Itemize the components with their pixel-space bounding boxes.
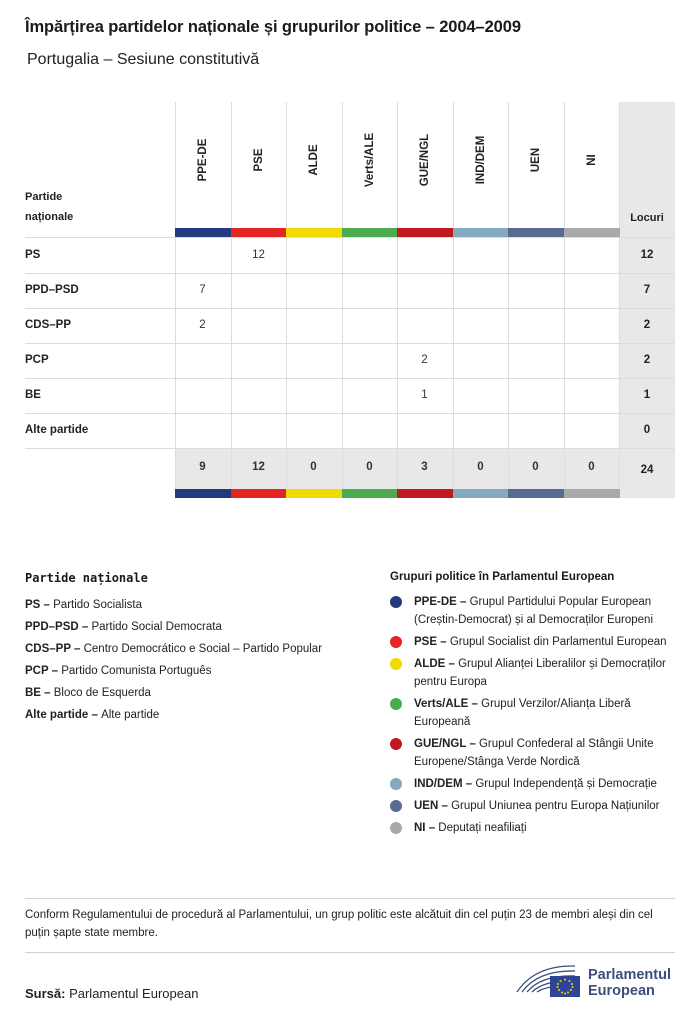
group-legend-item <box>390 819 680 837</box>
group-header-label: ALDE <box>307 144 320 176</box>
row-divider <box>25 378 675 379</box>
group-legend-name: Grupul Confederal al Stângii Unite Europene/Stânga Verde Nordică <box>414 738 654 768</box>
seats-header: Locuri <box>630 212 664 224</box>
party-legend-abbr: PPD–PSD – <box>25 621 92 633</box>
party-row-label: PCP <box>25 354 49 366</box>
party-legend-item <box>25 704 375 726</box>
group-color-bar-top <box>231 228 287 237</box>
group-color-bar-bottom <box>397 489 453 498</box>
group-color-dot-icon <box>390 738 402 750</box>
seat-value-cell: 2 <box>199 319 206 331</box>
group-header-ni <box>564 102 619 224</box>
group-header-label: GUE/NGL <box>418 133 431 187</box>
group-color-dot-icon <box>390 800 402 812</box>
group-color-bar-top <box>397 228 453 237</box>
group-legend-name: Deputați neafiliați <box>438 822 527 834</box>
party-legend-item <box>25 660 375 682</box>
group-legend-name: Grupul Verzilor/Alianța Liberă Europeană <box>414 698 631 728</box>
row-divider <box>25 308 675 309</box>
group-color-bar-top <box>453 228 509 237</box>
page-subtitle: Portugalia – Sesiune constitutivă <box>27 51 260 68</box>
group-total-cell: 0 <box>588 461 595 473</box>
party-row-label: Alte partide <box>25 424 89 436</box>
group-legend-abbr: ALDE – <box>414 658 459 670</box>
party-seat-total: 2 <box>643 354 651 366</box>
group-color-bar-bottom <box>564 489 620 498</box>
group-color-dot-icon <box>390 698 402 710</box>
group-header-label: PPE-DE <box>196 138 209 182</box>
group-total-cell: 0 <box>310 461 317 473</box>
column-divider <box>619 102 620 498</box>
group-color-bar-bottom <box>508 489 564 498</box>
group-legend-abbr: NI – <box>414 822 439 834</box>
party-seat-total: 0 <box>643 424 651 436</box>
group-legend-name: Grupul Alianței Liberalilor și Democraților pentru Europa <box>414 658 666 688</box>
party-row-label: PS <box>25 249 41 261</box>
rules-note: Conform Regulamentului de procedură al Parlamentului, un grup politic este alcătuit din cel puțin 23 de membri aleși din cel puțin șapte state membre. <box>25 909 653 939</box>
group-legend-abbr: PPE-DE – <box>414 596 470 608</box>
page-title: Împărțirea partidelor naționale și grupurilor politice – 2004–2009 <box>25 18 521 36</box>
political-groups-legend-heading: Grupuri politice în Parlamentul European <box>390 571 615 583</box>
group-color-dot-icon <box>390 658 402 670</box>
group-color-bar-bottom <box>175 489 231 498</box>
group-color-dot-icon <box>390 778 402 790</box>
group-total-cell: 3 <box>421 461 428 473</box>
party-legend-name: Alte partide <box>101 709 160 721</box>
row-divider <box>25 237 675 238</box>
party-row-label: CDS–PP <box>25 319 72 331</box>
group-header-ind-dem <box>453 102 508 224</box>
group-color-dot-icon <box>390 822 402 834</box>
group-color-dot-icon <box>390 596 402 608</box>
group-legend-item <box>390 655 680 691</box>
group-legend-item <box>390 775 680 793</box>
group-header-label: NI <box>585 154 598 166</box>
group-legend-abbr: UEN – <box>414 800 452 812</box>
party-seat-total: 1 <box>643 389 651 401</box>
row-divider <box>25 413 675 414</box>
group-total-cell: 9 <box>199 461 206 473</box>
seat-value-cell: 1 <box>421 389 428 401</box>
group-header-gue-ngl <box>397 102 452 224</box>
group-total-cell: 0 <box>477 461 484 473</box>
party-legend-item <box>25 638 375 660</box>
party-legend-name: Partido Comunista Português <box>61 665 212 677</box>
group-header-alde <box>286 102 341 224</box>
party-legend-name: Partido Social Democrata <box>91 621 222 633</box>
seat-distribution-table <box>25 102 675 498</box>
group-header-verts-ale <box>342 102 397 224</box>
logo-wordmark: Parlamentul European <box>588 967 671 999</box>
group-total-cell: 0 <box>366 461 373 473</box>
group-legend-name: Grupul Independență și Democrație <box>475 778 657 790</box>
group-total-cell: 12 <box>252 461 265 473</box>
group-header-uen <box>508 102 563 224</box>
divider <box>25 898 675 899</box>
group-header-label: PSE <box>252 148 265 172</box>
party-legend-item <box>25 594 375 616</box>
party-legend-abbr: PCP – <box>25 665 62 677</box>
party-legend-abbr: PS – <box>25 599 54 611</box>
group-color-bar-top <box>564 228 620 237</box>
group-color-bar-top <box>342 228 398 237</box>
group-legend-abbr: IND/DEM – <box>414 778 476 790</box>
group-header-label: IND/DEM <box>474 135 487 185</box>
group-color-bar-top <box>175 228 231 237</box>
group-header-ppe-de <box>175 102 230 224</box>
row-divider <box>25 343 675 344</box>
group-color-bar-bottom <box>286 489 342 498</box>
row-divider <box>25 448 675 449</box>
party-seat-total: 12 <box>640 249 654 261</box>
party-seat-total: 7 <box>643 284 651 296</box>
source-label: Sursă: <box>25 986 66 1001</box>
group-color-bar-bottom <box>342 489 398 498</box>
group-color-bar-top <box>508 228 564 237</box>
party-row-label: BE <box>25 389 41 401</box>
grand-total-cell: 24 <box>640 464 654 476</box>
seat-value-cell: 12 <box>252 249 265 261</box>
group-legend-item <box>390 593 680 629</box>
group-color-bar-top <box>286 228 342 237</box>
national-parties-legend-heading: Partide naționale <box>25 571 148 585</box>
group-legend-abbr: GUE/NGL – <box>414 738 479 750</box>
party-legend-name: Partido Socialista <box>53 599 142 611</box>
group-legend-item <box>390 735 680 771</box>
group-color-bar-bottom <box>453 489 509 498</box>
national-parties-legend <box>25 571 375 726</box>
political-groups-legend <box>390 571 680 841</box>
group-legend-abbr: PSE – <box>414 636 450 648</box>
group-header-label: Verts/ALE <box>363 132 376 188</box>
party-legend-abbr: BE – <box>25 687 54 699</box>
group-header-label: UEN <box>529 147 542 173</box>
row-divider <box>25 273 675 274</box>
seat-value-cell: 7 <box>199 284 206 296</box>
party-row-label: PPD–PSD <box>25 284 79 296</box>
group-color-dot-icon <box>390 636 402 648</box>
source-line <box>25 986 198 1001</box>
group-legend-abbr: Verts/ALE – <box>414 698 482 710</box>
source-value: Parlamentul European <box>65 986 199 1001</box>
group-header-pse <box>231 102 286 224</box>
group-legend-name: Grupul Uniunea pentru Europa Națiunilor <box>451 800 660 812</box>
national-parties-header: Partide naționale <box>25 191 74 223</box>
party-seat-total: 2 <box>643 319 651 331</box>
party-legend-name: Centro Democrático e Social – Partido Popular <box>83 643 323 655</box>
group-legend-item <box>390 695 680 731</box>
seat-value-cell: 2 <box>421 354 428 366</box>
group-legend-name: Grupul Partidului Popular European (Creștin-Democrat) și al Democraților Europeni <box>414 596 654 626</box>
group-legend-item <box>390 797 680 815</box>
seats-column-background <box>619 102 675 498</box>
party-legend-abbr: CDS–PP – <box>25 643 84 655</box>
party-legend-item <box>25 616 375 638</box>
divider <box>25 952 675 953</box>
party-legend-item <box>25 682 375 704</box>
group-legend-item <box>390 633 680 651</box>
party-legend-name: Bloco de Esquerda <box>53 687 151 699</box>
group-total-cell: 0 <box>532 461 539 473</box>
party-legend-abbr: Alte partide – <box>25 709 102 721</box>
group-color-bar-bottom <box>231 489 287 498</box>
group-legend-name: Grupul Socialist din Parlamentul European <box>449 636 667 648</box>
